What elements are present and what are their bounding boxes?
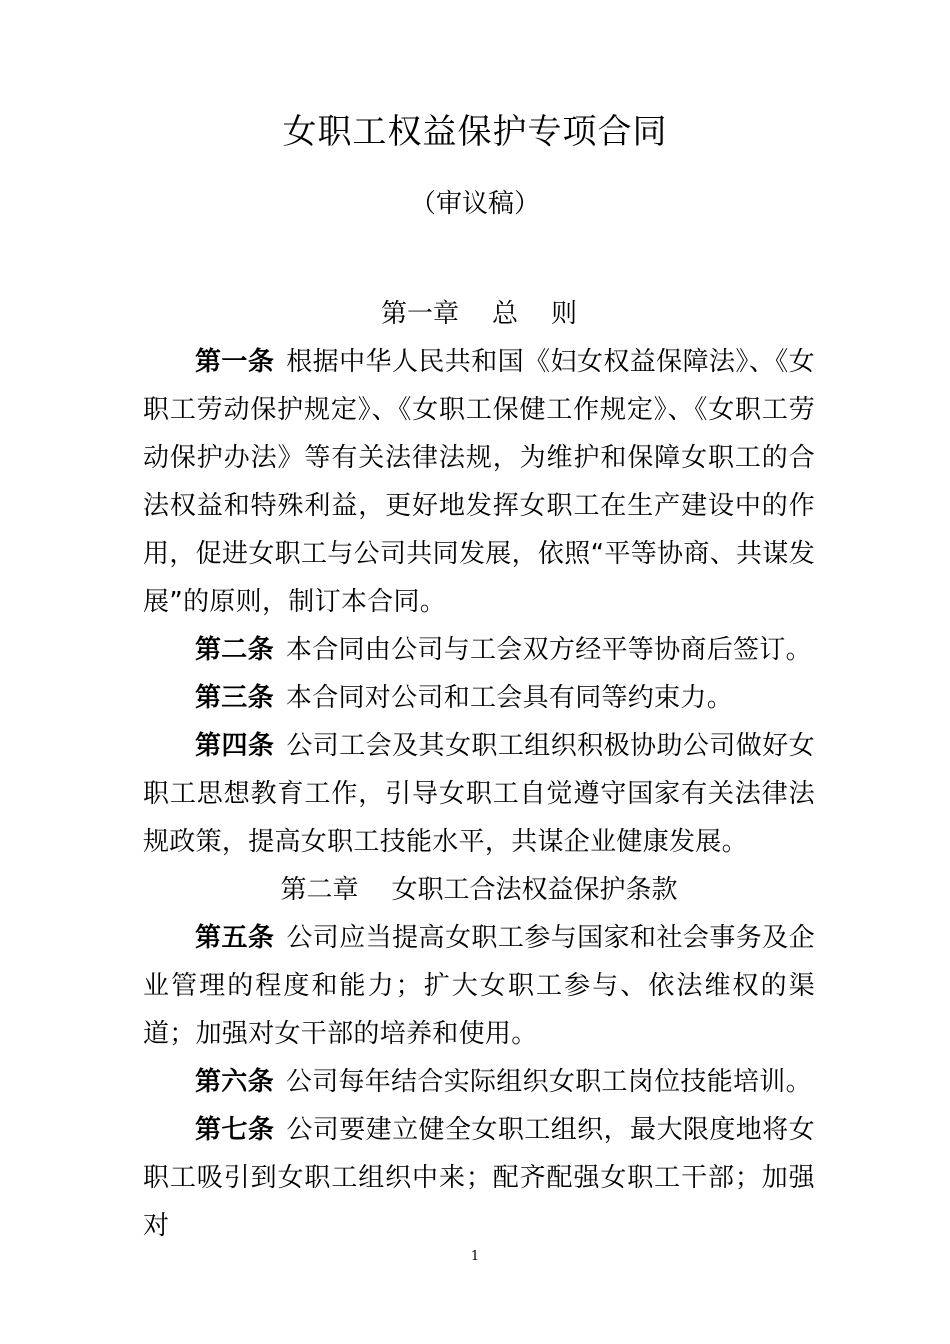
article-paragraph [143,914,815,1058]
article-text: 公司要建立健全女职工组织，最大限度地将女职工吸引到女职工组织中来；配齐配强女职工干部；加强对 [143,1115,815,1241]
page-number: 1 [470,1249,480,1264]
article-paragraph [143,722,815,866]
article-label: 第四条 [195,731,275,761]
chapter-heading: 第一章 总 则 [380,299,578,329]
article-paragraph [143,674,815,722]
article-label: 第六条 [195,1067,274,1097]
article-label: 第一条 [195,347,275,377]
article-paragraph [143,1058,815,1106]
document-title: 女职工权益保护专项合同 [282,112,668,152]
article-text: 本合同对公司和工会具有同等约束力。 [285,683,734,713]
article-text: 本合同由公司与工会双方经平等协商后签订。 [285,635,812,665]
article-paragraph [143,338,815,626]
article-text: 公司每年结合实际组织女职工岗位技能培训。 [285,1067,812,1097]
article-paragraph [143,1106,815,1250]
article-label: 第七条 [195,1115,275,1145]
chapter-heading: 第二章 女职工合法权益保护条款 [280,875,678,905]
article-text: 公司工会及其女职工组织积极协助公司做好女职工思想教育工作，引导女职工自觉遵守国家有关法律法规政策，提高女职工技能水平，共谋企业健康发展。 [143,731,815,857]
article-paragraph [143,626,815,674]
document-subtitle: （审议稿） [409,189,540,219]
article-label: 第五条 [195,923,275,953]
article-text: 公司应当提高女职工参与国家和社会事务及企业管理的程度和能力；扩大女职工参与、依法维权的渠道；加强对女干部的培养和使用。 [143,923,815,1049]
article-label: 第三条 [195,683,274,713]
article-label: 第二条 [195,635,274,665]
document-body [143,290,815,1250]
article-text: 根据中华人民共和国《妇女权益保障法》、《女职工劳动保护规定》、《女职工保健工作规定》、《女职工劳动保护办法》等有关法律法规，为维护和保障女职工的合法权益和特殊利益，更好地发挥女职工在生产建设中的作用，促进女职工与公司共同发展，依照“平等协商、共谋发展”的原则，制订本合同。 [143,347,815,617]
